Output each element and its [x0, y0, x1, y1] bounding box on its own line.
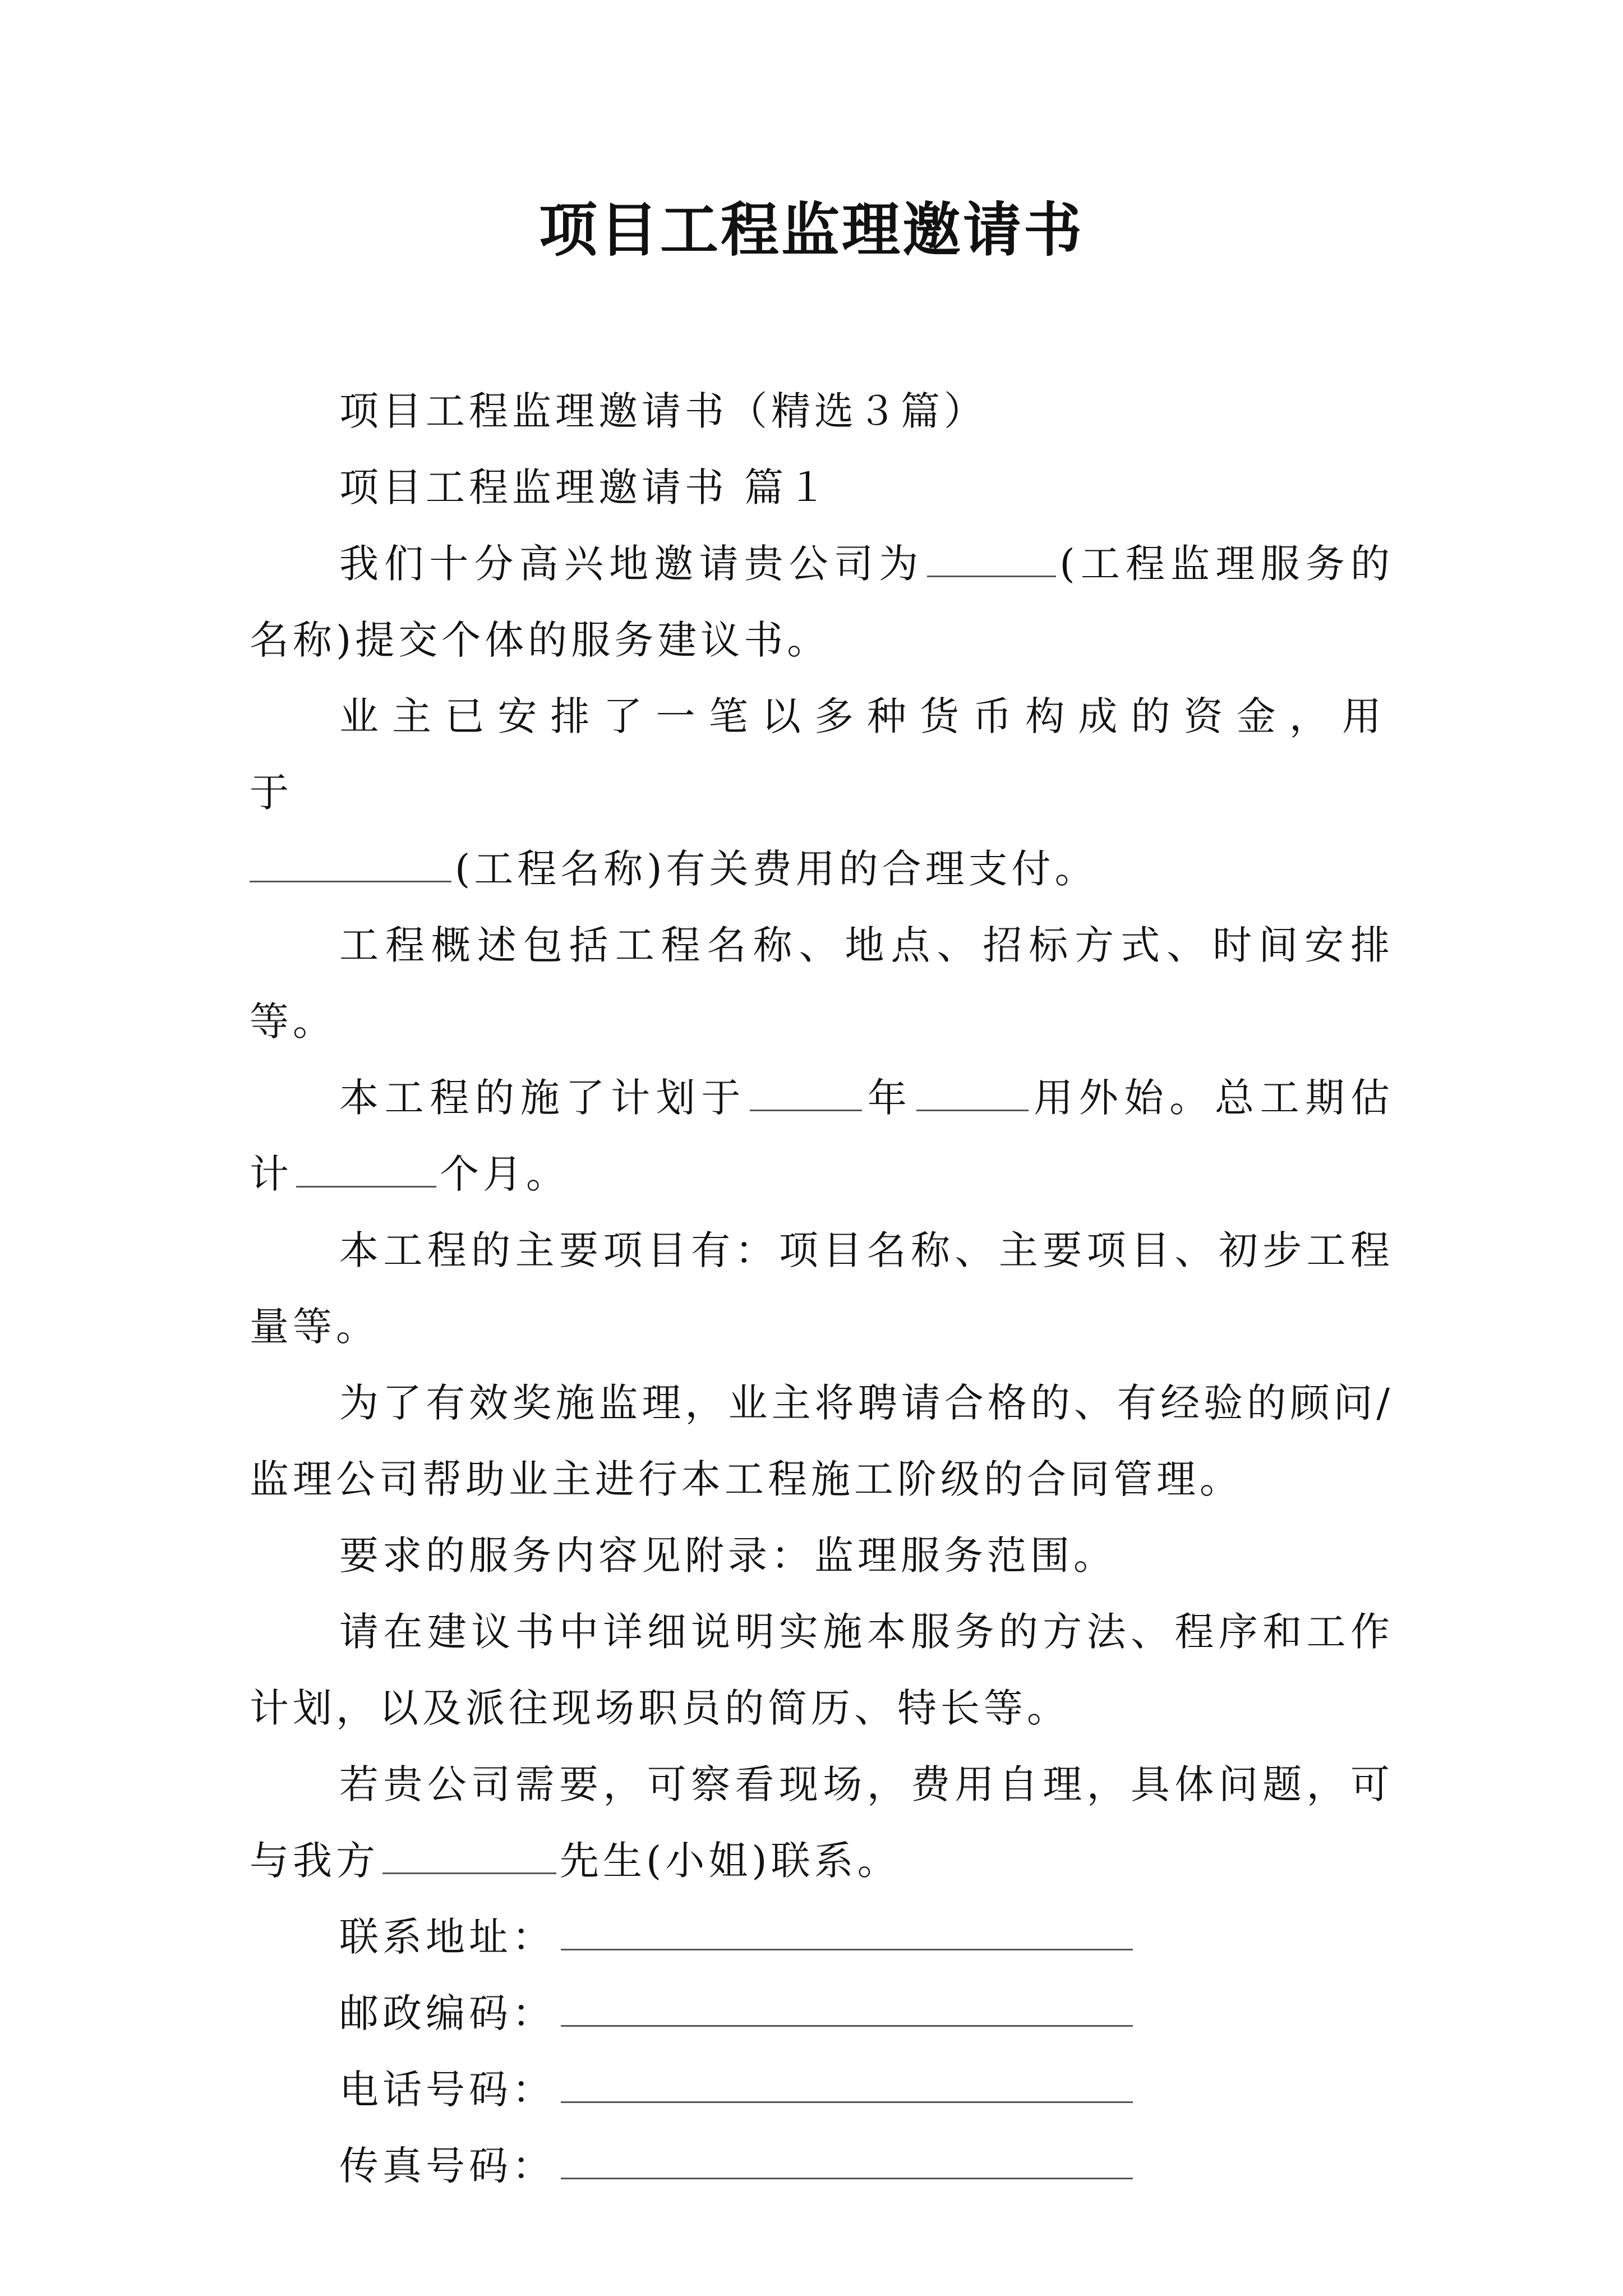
- paragraph-supervision: 为了有效奖施监理，业主将聘请合格的、有经验的顾问/监理公司帮助业主进行本工程施工阶级的合同管理。: [250, 1380, 1394, 1502]
- fill-in-blank: [916, 1074, 1029, 1111]
- contact-address-label: 联系地址：: [339, 1914, 555, 1960]
- paragraph-text: 我们十分高兴地邀请贵公司为: [339, 541, 924, 587]
- paragraph-invitation: [250, 526, 1394, 678]
- paragraph-services: 要求的服务内容见附录：监理服务范围。: [339, 1533, 1117, 1579]
- paragraph-site-visit: [250, 1746, 1394, 1899]
- paragraph-overview: 工程概述包括工程名称、地点、招标方式、时间安排等。: [250, 922, 1394, 1045]
- document-title: 项目工程监理邀请书: [538, 196, 1084, 264]
- contact-postcode-row: [250, 1975, 1394, 2051]
- contact-fax-row: [250, 2128, 1394, 2204]
- paragraph-text: 年: [865, 1075, 913, 1121]
- paragraph-text: 用外始。总工期估计: [250, 1075, 1394, 1197]
- contact-phone-label: 电话号码：: [339, 2067, 555, 2113]
- paragraph-text: 本工程的施了计划于: [339, 1075, 747, 1121]
- paragraph-text: 先生(小姐)联系。: [560, 1838, 901, 1884]
- fill-in-blank: [296, 1151, 436, 1188]
- contact-phone-row: [250, 2051, 1394, 2128]
- paragraph-proposal: 请在建议书中详细说明实施本服务的方法、程序和工作计划，以及派往现场职员的简历、特长等。: [250, 1609, 1394, 1731]
- fill-in-blank: [750, 1074, 862, 1111]
- contact-address-row: [250, 1899, 1394, 1975]
- document-body: [250, 373, 1394, 2204]
- section-heading: 项目工程监理邀请书 篇１: [339, 464, 831, 510]
- paragraph-text: (工程监理服务的名称)提交个体的服务建议书。: [250, 541, 1394, 663]
- contact-postcode-blank: [561, 1990, 1133, 2027]
- paragraph-text: 个月。: [440, 1151, 569, 1197]
- contact-fax-blank: [561, 2142, 1133, 2179]
- paragraph-text: 若贵公司需要，可察看现场，费用自理，具体问题，可与我方: [250, 1761, 1394, 1884]
- contact-address-blank: [561, 1913, 1133, 1950]
- paragraph-main-items: 本工程的主要项目有：项目名称、主要项目、初步工程量等。: [250, 1227, 1394, 1350]
- contact-postcode-label: 邮政编码：: [339, 1990, 555, 2036]
- fill-in-blank: [927, 540, 1056, 577]
- paragraph-schedule: [250, 1060, 1394, 1212]
- document-subtitle: 项目工程监理邀请书（精选３篇）: [339, 388, 987, 434]
- paragraph-funding: [250, 678, 1394, 907]
- contact-phone-blank: [561, 2066, 1133, 2103]
- fill-in-blank: [250, 845, 451, 882]
- paragraph-text: (工程名称)有关费用的合理支付。: [455, 846, 1098, 892]
- fill-in-blank: [382, 1837, 556, 1874]
- paragraph-text: 业主已安排了一笔以多种货币构成的资金，用于: [250, 693, 1394, 816]
- contact-fax-label: 传真号码：: [339, 2143, 555, 2189]
